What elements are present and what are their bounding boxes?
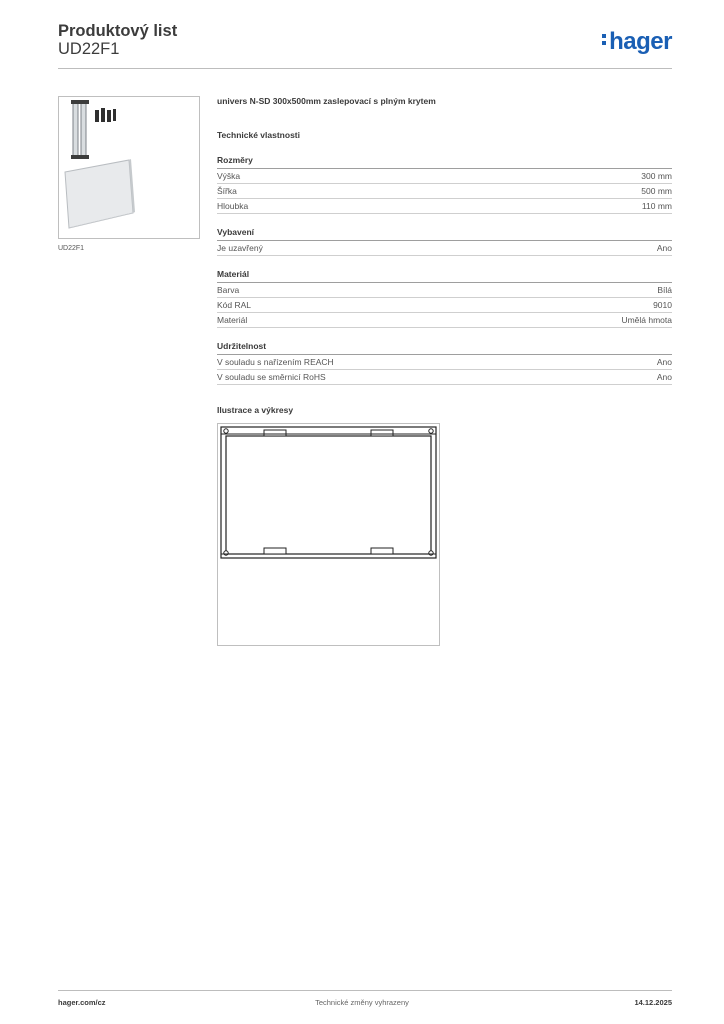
section-title: Materiál (217, 269, 672, 283)
spec-row (217, 370, 672, 385)
spec-row (217, 283, 672, 298)
spec-value: Ano (656, 372, 672, 382)
image-caption: UD22F1 (58, 245, 85, 252)
logo-text: hager (609, 28, 672, 55)
spec-label: Výška (217, 171, 241, 181)
spec-row (217, 199, 672, 214)
spec-value: 300 mm (641, 171, 672, 181)
spec-value: 9010 (653, 300, 672, 310)
spec-row (217, 169, 672, 184)
spec-row (217, 298, 672, 313)
spec-section-dimensions (217, 155, 672, 214)
section-title: Rozměry (217, 155, 672, 169)
technical-properties-heading: Technické vlastnosti (217, 130, 300, 140)
main-content (217, 96, 672, 646)
spec-label: Je uzavřený (217, 243, 263, 253)
document-title: Produktový list (58, 22, 178, 40)
logo-dots-icon (602, 31, 607, 48)
illustrations-heading: Ilustrace a výkresy (217, 405, 294, 415)
spec-value: Ano (656, 357, 672, 367)
product-description: univers N-SD 300x500mm zaslepovací s plným krytem (217, 96, 436, 106)
spec-label: Kód RAL (217, 300, 252, 310)
panel-drawing-icon (218, 424, 439, 645)
section-title: Udržitelnost (217, 341, 672, 355)
spec-row (217, 184, 672, 199)
spec-value: 110 mm (641, 201, 672, 211)
spec-section-sustainability (217, 341, 672, 385)
page-header (58, 20, 672, 68)
spec-label: Hloubka (217, 201, 249, 211)
product-image (58, 96, 200, 239)
footer-notice: Technické změny vyhrazeny (315, 998, 409, 1007)
hager-logo[interactable] (602, 28, 672, 56)
product-photo-icon (59, 97, 199, 238)
spec-value: Ano (656, 243, 672, 253)
spec-value: 500 mm (641, 186, 672, 196)
spec-label: Barva (217, 285, 240, 295)
product-code: UD22F1 (58, 40, 120, 58)
spec-section-material (217, 269, 672, 328)
spec-label: V souladu s nařízením REACH (217, 357, 334, 367)
spec-row (217, 241, 672, 256)
footer-date: 14.12.2025 (634, 998, 672, 1007)
spec-label: Materiál (217, 315, 248, 325)
spec-value: Bílá (657, 285, 672, 295)
spec-label: Šířka (217, 186, 237, 196)
spec-value: Umělá hmota (621, 315, 672, 325)
spec-section-equipment (217, 227, 672, 256)
spec-label: V souladu se směrnicí RoHS (217, 372, 326, 382)
technical-drawing (217, 423, 440, 646)
footer-divider (58, 990, 672, 991)
header-divider (58, 68, 672, 69)
footer-website-link[interactable]: hager.com/cz (58, 998, 106, 1007)
section-title: Vybavení (217, 227, 672, 241)
spec-row (217, 355, 672, 370)
spec-row (217, 313, 672, 328)
